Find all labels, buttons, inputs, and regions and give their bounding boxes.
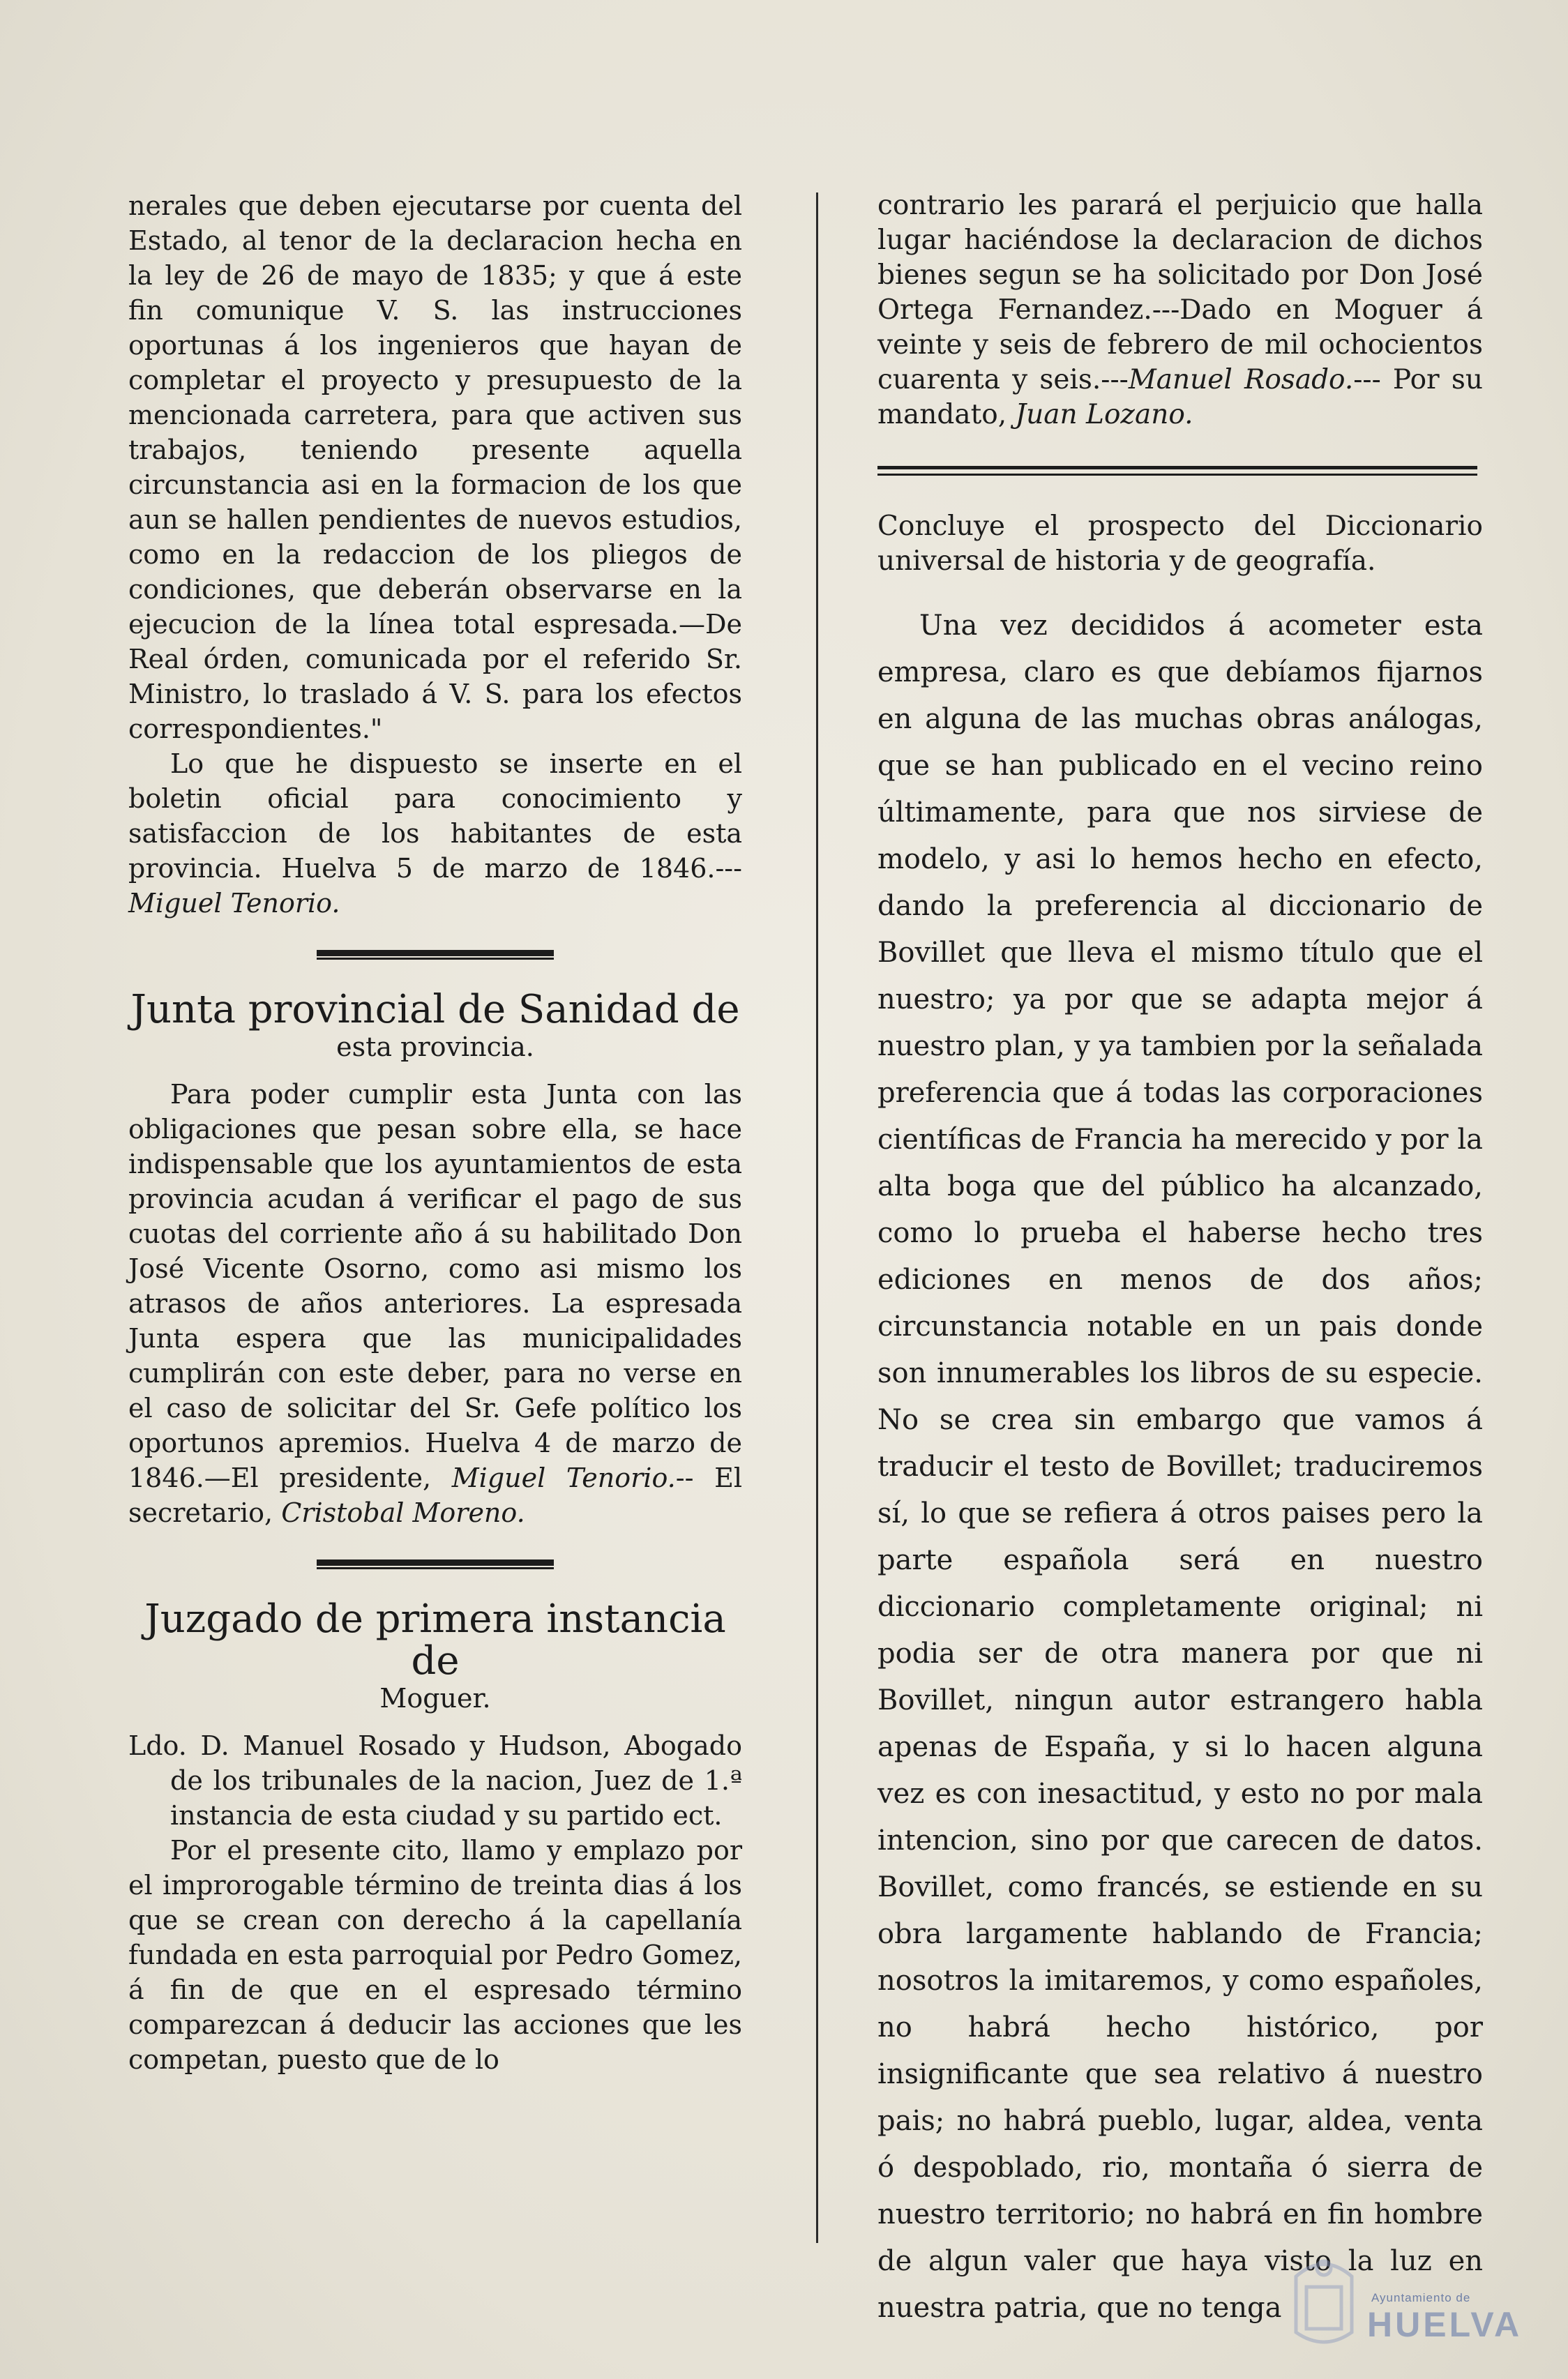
juzgado-body: Por el presente cito, llamo y emplazo por el improrogable término de treinta dias á los que se crean con derecho á la capellanía fundada en esta parroquial por Pedro Gomez, á fin de que en el espresado término comparezcan á deducir las acciones que les competan, puesto que de lo: [128, 1835, 742, 2075]
signature-tenorio-1: Miguel Tenorio.: [128, 888, 340, 919]
junta-body-text: Para poder cumplir esta Junta con las obligaciones que pesan sobre ella, se hace indispensable que los ayuntamientos de esta provincia acudan á verificar el pago de sus cuotas del corriente año á su habilitado Don José Vicente Osorno, como asi mismo los atrasos de años anteriores. La espresada Junta espera que las municipalidades cumplirán con este deber, para no verse en el caso de solicitar del Sr. Gefe político los oportunos apremios. Huelva 4 de marzo de 1846.—El presidente,: [128, 1079, 742, 1493]
secretary-label: -- El secretario,: [128, 1463, 742, 1528]
junta-body: [128, 1077, 742, 1530]
watermark-name: HUELVA: [1367, 2305, 1523, 2344]
signature-rosado: Manuel Rosado.: [1128, 364, 1354, 395]
signature-moreno: Cristobal Moreno.: [281, 1497, 525, 1528]
section-divider: [877, 466, 1477, 476]
section-divider: [317, 1559, 554, 1569]
left-column: [128, 188, 742, 2077]
junta-subheading: esta provincia.: [336, 1032, 534, 1062]
section-divider: [317, 950, 554, 960]
watermark-caption: Ayuntamiento de: [1371, 2291, 1471, 2304]
right-paragraph-1: [877, 188, 1483, 432]
juzgado-subheading: Moguer.: [379, 1683, 491, 1714]
left-paragraph-2-text: Lo que he dispuesto se inserte en el boletin oficial para conocimiento y satisfaccion de los habitantes de esta provincia. Huelva 5 de marzo de 1846.---: [128, 748, 742, 884]
signature-tenorio-2: Miguel Tenorio.: [451, 1463, 676, 1493]
signature-lozano: Juan Lozano.: [1015, 399, 1193, 430]
junta-heading: Junta provincial de Sanidad de: [130, 987, 740, 1032]
column-rule: [816, 192, 818, 2243]
mandato-label: --- Por su mandato,: [877, 364, 1483, 430]
right-paragraph-1-text: contrario les parará el perjuicio que halla lugar haciéndose la declaracion de dichos bienes segun se ha solicitado por Don José Ortega Fernandez.---Dado en Moguer á veinte y seis de febrero de mil ochocientos cuarenta y seis.---: [877, 190, 1483, 395]
prospecto-body: Una vez decididos á acometer esta empresa, claro es que debíamos fijarnos en alguna de las muchas obras análogas, que se han publicado en el vecino reino últimamente, para que nos sirviese de modelo, y asi lo hemos hecho en efecto, dando la preferencia al diccionario de Bovillet que lleva el mismo título que el nuestro; ya por que se adapta mejor á nuestro plan, y ya tambien por la señalada preferencia que á todas las corporaciones científicas de Francia ha merecido y por la alta boga que del público ha alcanzado, como lo prueba el haberse hecho tres ediciones en menos de dos años; circunstancia notable en un pais donde son innumerables los libros de su especie. No se crea sin embargo que vamos á traducir el testo de Bovillet; traduciremos sí, lo que se refiera á otros paises pero la parte española será en nuestro diccionario completamente original; ni podia ser de otra manera por que ni Bovillet, ningun autor estrangero habla apenas de España, y si lo hacen alguna vez es con inesactitud, y esto no por mala intencion, sino por que carecen de datos. Bovillet, como francés, se estiende en su obra largamente hablando de Francia; nosotros la imitaremos, y como españoles, no habrá hecho histórico, por insignificante que sea relativo á nuestro pais; no habrá pueblo, lugar, aldea, venta ó despoblado, rio, montaña ó sierra de nuestro territorio; no habrá en fin hombre de algun valer que haya visto la luz en nuestra patria, que no tenga: [877, 610, 1483, 2324]
left-paragraph-2: [128, 746, 742, 921]
left-paragraph-1: nerales que deben ejecutarse por cuenta del Estado, al tenor de la declaracion hecha en la ley de 26 de mayo de 1835; y que á este fin comunique V. S. las instrucciones oportunas á los ingenieros que hayan de completar el proyecto y presupuesto de la mencionada carretera, para que activen sus trabajos, teniendo presente aquella circunstancia asi en la formacion de los que aun se hallen pendientes de nuevos estudios, como en la redaccion de los pliegos de condiciones, que deberán observarse en la ejecucion de la línea total espresada.—De Real órden, comunicada por el referido Sr. Ministro, lo traslado á V. S. para los efectos correspondientes.": [128, 190, 742, 744]
juzgado-heading: Juzgado de primera instancia de: [144, 1596, 726, 1684]
juzgado-intro: Ldo. D. Manuel Rosado y Hudson, Abogado de los tribunales de la nacion, Juez de 1.ª instancia de esta ciudad y su partido ect.: [128, 1730, 742, 1831]
right-column: [877, 188, 1483, 2332]
prospecto-intro: Concluye el prospecto del Diccionario universal de historia y de geografía.: [877, 511, 1483, 577]
